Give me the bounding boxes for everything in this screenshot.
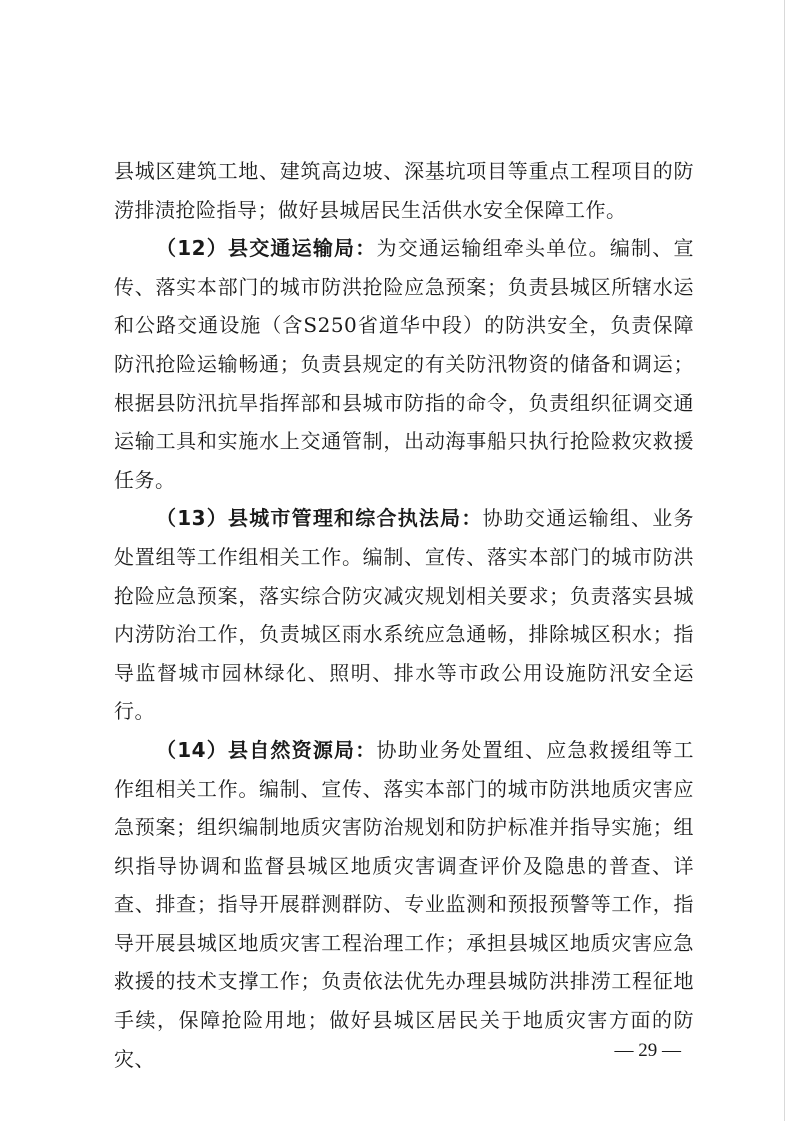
paragraph-heading: （14）县自然资源局： [156, 737, 377, 762]
paragraph-text: 协助业务处置组、应急救援组等工作组相关工作。编制、宣传、落实本部门的城市防洪地质灾害应急预案；组织编制地质灾害防治规划和防护标准并指导实施；组织指导协调和监督县城区地质灾害调查评价及隐患的普查、详查、排查；指导开展群测群防、专业监测和预报预警等工作，指导开展县城区地质灾害工程治理工作；承担县城区地质灾害应急救援的技术支撑工作；负责依法优先办理县城防洪排涝工程征地手续，保障抢险用地；做好县城区居民关于地质灾害方面的防灾、 [114, 737, 694, 1071]
paragraph-transport-bureau [114, 229, 694, 499]
paragraph-continuation [114, 152, 694, 229]
paragraph-heading: （13）县城市管理和综合执法局： [156, 506, 483, 531]
paragraph-text: 县城区建筑工地、建筑高边坡、深基坑项目等重点工程项目的防涝排渍抢险指导；做好县城居民生活供水安全保障工作。 [114, 159, 694, 222]
paragraph-urban-management-bureau [114, 499, 694, 731]
page-number: — 29 — [614, 1040, 681, 1061]
body-text [114, 152, 694, 1078]
paragraph-natural-resources-bureau [114, 731, 694, 1078]
paragraph-text: 协助交通运输组、业务处置组等工作组相关工作。编制、宣传、落实本部门的城市防洪抢险应急预案，落实综合防灾减灾规划相关要求；负责落实县城内涝防治工作，负责城区雨水系统应急通畅，排除城区积水；指导监督城市园林绿化、照明、排水等市政公用设施防汛安全运行。 [114, 506, 694, 724]
paragraph-heading: （12）县交通运输局： [156, 236, 377, 261]
paragraph-text: 为交通运输组牵头单位。编制、宣传、落实本部门的城市防洪抢险应急预案；负责县城区所辖水运和公路交通设施（含S250省道华中段）的防洪安全，负责保障防汛抢险运输畅通；负责县规定的有关防汛物资的储备和调运；根据县防汛抗旱指挥部和县城市防指的命令，负责组织征调交通运输工具和实施水上交通管制，出动海事船只执行抢险救灾救援任务。 [114, 236, 694, 492]
scan-edge-line [784, 0, 785, 1121]
